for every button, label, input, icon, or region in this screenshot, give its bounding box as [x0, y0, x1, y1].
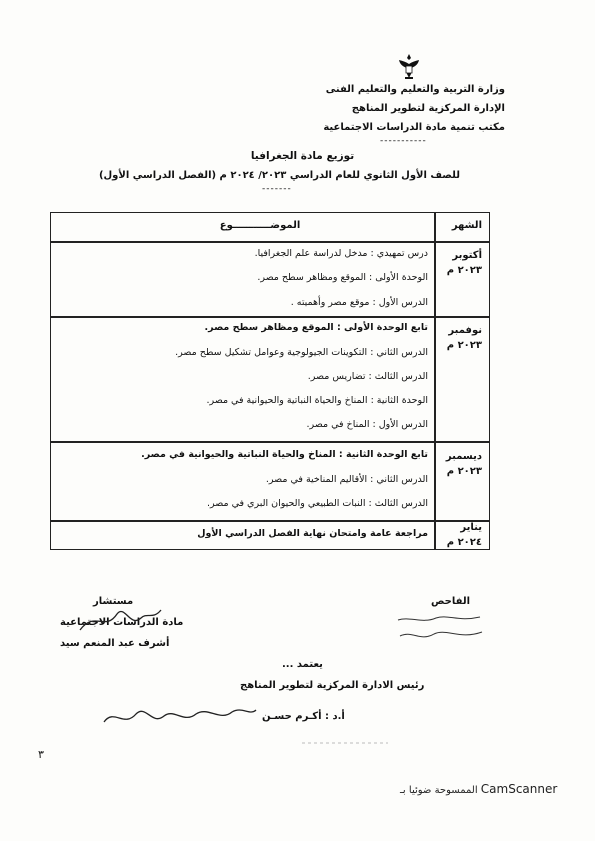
- column-header-topic: الموضـــــــــــوع: [219, 220, 301, 231]
- month-name: نوفمبر: [448, 325, 482, 336]
- month-cell-october: [447, 248, 482, 278]
- advisor-name: أشرف عبد المنعم سيد: [60, 638, 170, 649]
- advisor-signature-icon: [75, 600, 165, 640]
- row-divider: [50, 441, 490, 443]
- title-divider: -------: [262, 184, 292, 194]
- advisor-department: مادة الدراسات الاجتماعية: [60, 617, 184, 628]
- topic-line: الدرس الأول : موقع مصر وأهميته .: [290, 297, 428, 308]
- faint-stamp-mark: [300, 738, 390, 748]
- topic-line: الوحدة الأولى : الموقع ومظاهر سطح مصر.: [257, 272, 428, 283]
- topic-line: الدرس الثالث : تضاريس مصر.: [307, 371, 428, 382]
- examiner-title: الفاحص: [431, 596, 470, 607]
- month-cell-january: [447, 520, 482, 550]
- approved-label: يعتمد ...: [282, 659, 323, 670]
- scanner-prefix: الممسوحة ضوئيا بـ: [400, 785, 478, 796]
- row-divider: [50, 241, 490, 243]
- row-divider: [50, 520, 490, 522]
- ministry-name: وزارة التربية والتعليم والتعليم الفنى: [325, 84, 505, 95]
- month-year: ٢٠٢٣ م: [446, 265, 482, 276]
- topic-line: مراجعة عامة وامتحان نهاية الفصل الدراسي الأول: [197, 528, 428, 539]
- topic-line: الدرس الثالث : النبات الطبيعي والحيوان البري في مصر.: [206, 498, 428, 509]
- month-year: ٢٠٢٣ م: [446, 466, 482, 477]
- topic-line: الدرس الثاني : التكوينات الجيولوجية وعوامل تشكيل سطح مصر.: [175, 347, 428, 358]
- topic-line: الوحدة الثانية : المناخ والحياة النباتية والحيوانية في مصر.: [206, 395, 428, 406]
- topic-line: الدرس الثاني : الأقاليم المناخية في مصر.: [265, 474, 428, 485]
- central-admin-head-name: أ.د : أكـرم حسـن: [262, 711, 345, 722]
- month-year: ٢٠٢٣ م: [446, 340, 482, 351]
- topic-line: الدرس الأول : المناخ في مصر.: [306, 419, 428, 430]
- camscanner-watermark: [400, 782, 557, 796]
- month-cell-december: [446, 449, 482, 479]
- administration-name: الإدارة المركزية لتطوير المناهج: [351, 103, 505, 114]
- month-name: ديسمبر: [445, 451, 482, 462]
- central-admin-head-title: رئيس الادارة المركزية لتطوير المناهج: [240, 680, 425, 691]
- topic-line: تابع الوحدة الثانية : المناخ والحياة النباتية والحيوانية في مصر.: [141, 449, 428, 460]
- column-header-month: الشهر: [451, 220, 482, 231]
- month-year: ٢٠٢٤ م: [446, 537, 482, 548]
- scanner-brand: CamScanner: [480, 782, 558, 796]
- examiner-signature-icon: [390, 612, 490, 646]
- document-title: توزيع مادة الجغرافيا: [250, 150, 355, 162]
- header-divider: -----------: [380, 136, 427, 146]
- document-subtitle: للصف الأول الثانوي للعام الدراسي ٢٠٢٣/ ٢٠٢٤ م (الفصل الدراسي الأول): [98, 170, 460, 181]
- topic-line: درس تمهيدي : مدخل لدراسة علم الجغرافيا.: [254, 248, 428, 259]
- topic-line: تابع الوحدة الأولى : الموقع ومظاهر سطح مصر.: [204, 322, 428, 333]
- row-divider: [50, 316, 490, 318]
- head-signature-icon: [100, 702, 260, 732]
- egypt-eagle-emblem-icon: [397, 52, 421, 80]
- advisor-title: مستشار: [93, 596, 134, 607]
- column-divider: [434, 212, 436, 550]
- month-name: يناير: [460, 522, 482, 533]
- schedule-table: [50, 212, 490, 550]
- page-number: ٣: [38, 748, 44, 761]
- month-cell-november: [447, 323, 482, 353]
- month-name: أكتوبر: [452, 250, 482, 261]
- office-name: مكتب تنمية مادة الدراسات الاجتماعية: [323, 122, 505, 133]
